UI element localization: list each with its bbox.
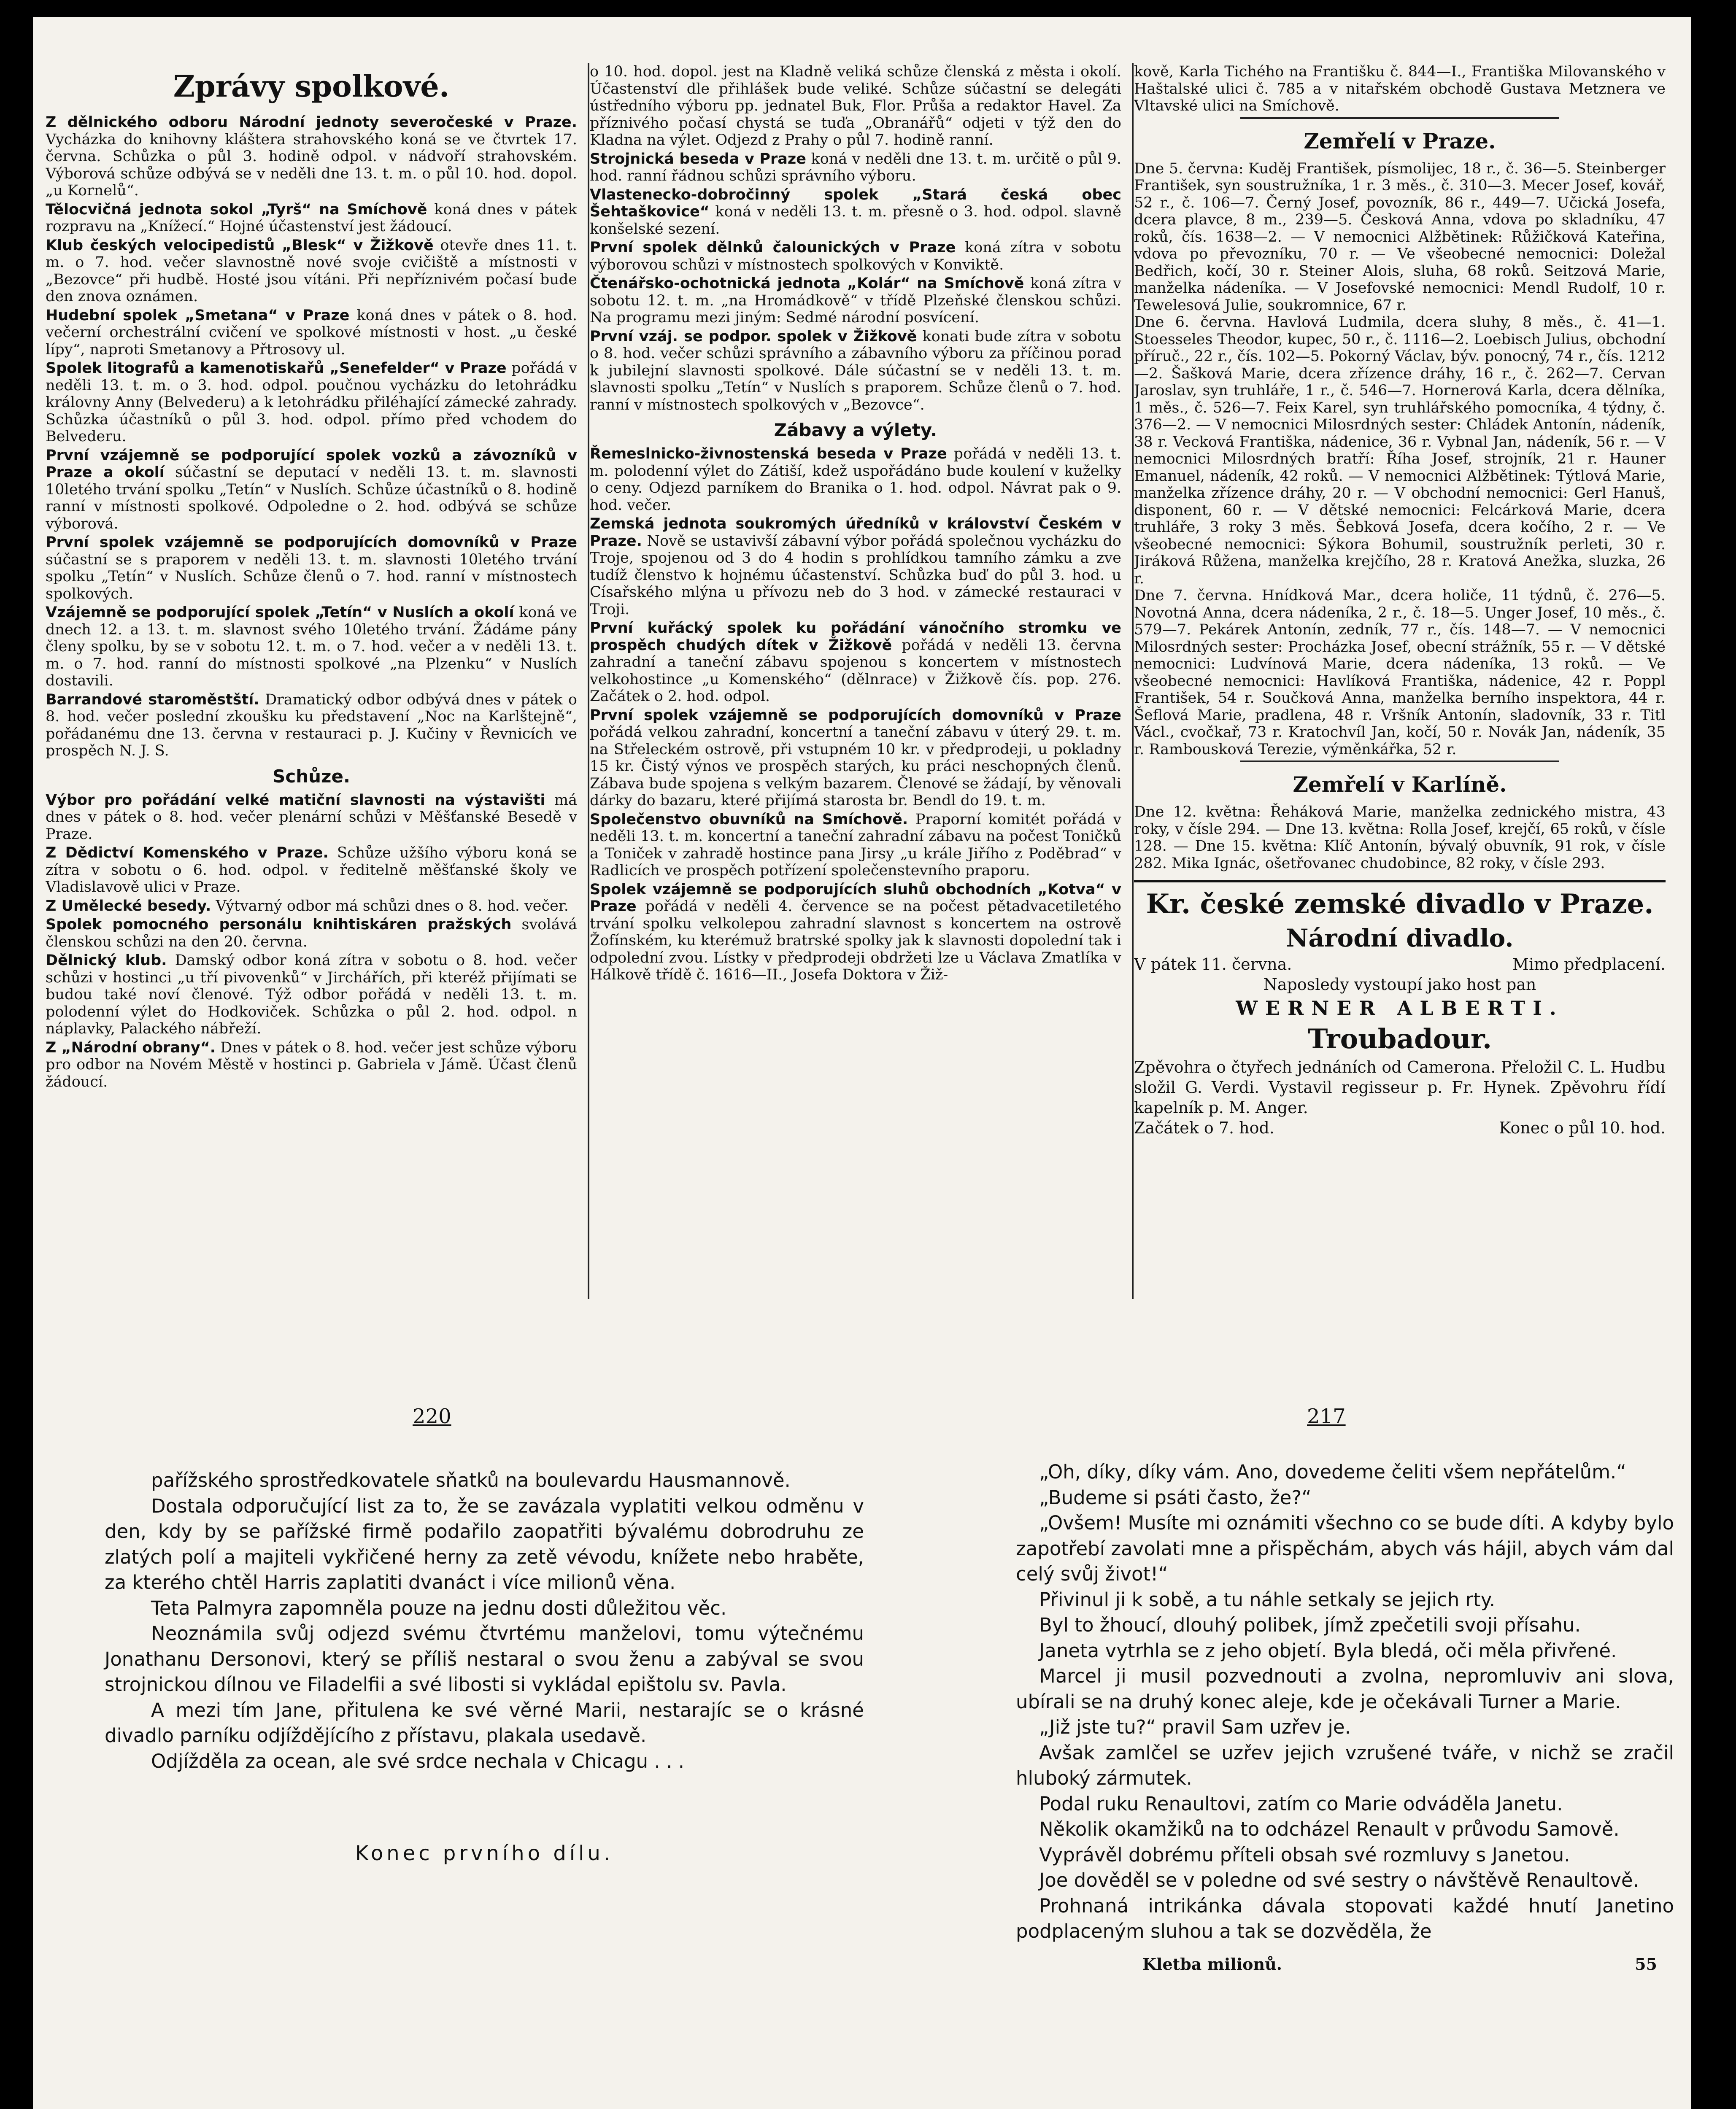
obituary-day: Dne 6. června. Havlová Ludmila, dcera sluhy, 8 měs., č. 41—1. Stoesseles Theodor, kupec, 50 r., č. 1116—2. Loebisch Julius, obchodní příruč., 22 r., čís. 102—5. Pokorný Václav, býv. ponocný, 74 r., čís. 1212—2. Šašková Marie, dcera zřízence dráhy, 16 r., č. 262—7. Cervan Jaroslav, syn truhláře, 1 r., č. 546—7. Hornerová Karla, dcera dělníka, 1 měs., č. 526—7. Feix Karel, syn truhlářského pomocníka, 4 týdny, č. 376—2. — V nemocnici Milosrdných sester: Chládek Antonín, nádeník, 38 r. Vecková Františka, nádenice, 36 r. Vybnal Jan, nádeník, 56 r. — V nemocnici Milosrdných bratří: Říha Josef, strojník, 21 r. Hauner Emanuel, nádeník, 42 roků. — V nemocnici Alžbětinek: Týtlová Marie, manželka zřízence dráhy, 20 r. — V obchodní nemocnici: Gerl Hanuš, disponent, 60 r. — V dětské nemocnici: Felcárková Marie, dcera truhláře, 3 roky 3 měs. Šebková Josefa, dcera kočího, 2 r. — Ve všeobecné nemocnici: Sýkora Bohumil, soustružník perleti, 30 r. Jiráková Růžena, manželka krejčího, 28 r. Kratová Anežka, sluzka, 26 r. <box>1134 314 1666 587</box>
news-item <box>46 898 577 915</box>
book-text <box>105 1468 864 1774</box>
news-item <box>590 515 1121 618</box>
paragraph: Neoznámila svůj odjezd svému čtvrtému manželovi, tomu výtečnému Jonathanu Dersonovi, který se příliš nestaral o svou ženu a zabýval se svou strojnickou dílnou ve Filadelfii a své libosti si vykládal epištolu sv. Pavla. <box>105 1622 864 1696</box>
news-item-title: Zemská jednota soukromých úředníků v království Českém v Praze. <box>590 515 1121 550</box>
news-item-text: Vycházka do knihovny kláštera strahovského koná se ve čtvrtek 17. června. Schůzka o půl 3. hodině odpol. v nádvoří strahovském. Výborová schůze odbývá se v neděli dne 13. t. m. o půl 10. hod. dopol. „u Kornelů“. <box>46 131 577 199</box>
news-item <box>46 792 577 843</box>
paragraph: Byl to žhoucí, dlouhý polibek, jímž zpečetili svoji přísahu. <box>1039 1614 1581 1636</box>
column-divider <box>1132 63 1134 1299</box>
theatre-actor: WERNER ALBERTI. <box>1236 997 1564 1019</box>
section-heading-zemreli-praha: Zemřelí v Praze. <box>1304 128 1496 154</box>
news-item-text: pořádá v neděli 4. července se na počest pětadvacetiletého trvání spolku velkolepou zahradní slavnost s koncertem na ostrově Žofínském, ku kterémuž bratrské spolky jak k slavnosti dopolední tak i odpolední zvou. Lístky v předprodeji obdržeti lze u Václava Zmatlíka v Hálkově třídě č. 1616—II., Josefa Doktora v Žiž- <box>590 898 1121 983</box>
news-item <box>590 881 1121 984</box>
news-item-text: súčastní se s praporem v neděli 13. t. m. slavnosti 10letého trvání spolku „Tetín“ v Nuslích. Schůze členů o 7. hod. ranní v místnostech spolkových. <box>46 551 577 602</box>
news-item <box>46 534 577 602</box>
news-item-title: Vlastenecko-dobročinný spolek „Stará česká obec Šehtaškovice“ <box>590 186 1121 220</box>
news-item <box>46 1039 577 1091</box>
news-item-text: Nově se ustavivší zábavní výbor pořádá společnou vycházku do Troje, spojenou od 3 do 4 hodin s prohlídkou tamního zámku a zve tudíž členstvo k hojnému účastenství. Schůzka buď do půl 3. hod. u Císařského mlýna u přívozu neb do 3 hod. v zámecké restauraci v Troji. <box>590 532 1121 618</box>
news-item-text: koná v neděli 13. t. m. přesně o 3. hod. odpol. slavně konšelské sezení. <box>590 203 1121 237</box>
book-footer <box>1016 1955 1674 1974</box>
news-item-text: pořádá v neděli 13. t. m. o 3. hod. odpol. poučnou vycházku do letohrádku královny Anny (Belvederu) a k letohrádku přiléhající zámecké zahrady. Schůzka účastníků o půl 3. hod. odpol. přímo před vchodem do Belvederu. <box>46 360 577 445</box>
theatre-date-row <box>1134 954 1666 974</box>
page-number: 217 <box>1307 1405 1346 1428</box>
paragraph: Dostala odporučující list za to, že se zavázala vyplatiti velkou odměnu v den, kdy by se pařížské firmě podařilo zaopatřiti bývalému dobrodruhu ze zlatých polí a majiteli vykřičené herny za zetě vévodu, knížete nebo hraběte, za kterého chtěl Harris zaplatiti dvanáct i více milionů věna. <box>105 1494 864 1594</box>
page-number: 220 <box>413 1405 451 1428</box>
paragraph: Podal ruku Renaultovi, zatím co Marie odváděla Janetu. <box>1039 1792 1563 1815</box>
news-item <box>590 707 1121 809</box>
news-column-3 <box>1134 63 1666 1299</box>
news-items-list <box>590 445 1121 984</box>
section-heading-zemreli-karlin: Zemřelí v Karlíně. <box>1293 772 1507 797</box>
news-item-text: svolává členskou schůzi na den 20. června. <box>46 916 577 950</box>
paragraph: pařížského sprostředkovatele sňatků na boulevardu Hausmannově. <box>151 1469 791 1491</box>
news-item-continuation: kově, Karla Tichého na Františku č. 844—I., Františka Milovanského v Haštalské ulici č. 785 a v nitařském obchodě Gustava Metznera ve Vltavské ulici na Smíchově. <box>1134 63 1666 114</box>
obituary-karlin: Dne 12. května: Řeháková Marie, manželka zednického mistra, 43 roky, v čísle 294. — Dne 13. května: Rolla Josef, krejčí, 65 roků, v čísle 128. — Dne 15. května: Klíč Antonín, bývalý obuvník, 91 rok, v čísle 282. Mika Ignác, ošetřovanec chudobince, 82 roky, v čísle 293. <box>1134 804 1666 872</box>
theatre-start: Začátek o 7. hod. <box>1134 1119 1274 1137</box>
news-item-title: Barrandové staroměstští. <box>46 691 259 708</box>
news-item-text: Damský odbor koná zítra v sobotu o 8. hod. večer schůzi v hostinci „u tří pivovenků“ v Jirchářích, při kteréž přijímati se budou také noví členové. Týž odbor pořádá v neděli 13. t. m. polodenní výlet do Hodkoviček. Schůzka o půl 2. hod. odpol. n náplavky, Palackého nábřeží. <box>46 952 577 1037</box>
theatre-date: V pátek 11. června. <box>1134 955 1292 974</box>
news-item-title: Spolek pomocného personálu knihtiskáren pražských <box>46 916 512 933</box>
news-item-text: otevře dnes 11. t. m. o 7. hod. večer slavnostně nové svoje cvičiště a místnosti v „Bezovce“ při hudbě. Hosté jsou vítáni. Při nepříznivém počasí bude den znova oznámen. <box>46 237 577 305</box>
news-item-text: koná zítra v sobotu 12. t. m. „na Hromádkově“ v třídě Plzeňské členskou schůzi. Na programu mezi jiným: Sedmé národní posvícení. <box>590 275 1121 326</box>
news-item-text: pořádá v neděli 13. t. m. polodenní výlet do Zátiší, kdež uspořádáno bude koulení v kuželky o ceny. Odjezd parníkem do Branika o 1. hod. odpol. Návrat pak o 9. hod. večer. <box>590 445 1121 514</box>
obituary-day: Dne 7. června. Hnídková Mar., dcera holiče, 11 týdnů, č. 276—5. Novotná Anna, dcera nádeníka, 2 r., č. 18—5. Unger Josef, 10 měs., č. 579—7. Pekárek Antonín, zedník, 77 r., čís. 148—7. — V nemocnici Milosrdných sester: Procházka Josef, obecní strážník, 55 r. — V dětské nemocnici: Ludvínová Marie, dcera nádeníka, 13 roků. — Ve všeobecné nemocnici: Havlíková Františka, nádenice, 42 r. Poppl František, 54 r. Součková Anna, manželka berního inspektora, 44 r. Šeflová Marie, pradlena, 48 r. Vršník Antonín, sladovník, 33 r. Titl Václ., cvočkař, 73 r. Kratochvíl Jan, kočí, 50 r. Novák Jan, nádeník, 35 r. Rambousková Terezie, výměnkářka, 52 r. <box>1134 587 1666 758</box>
news-item-text: o 10. hod. dopol. jest na Kladně veliká schůze členská z města i okolí. Účastenství dle přihlášek bude veliké. Schůze súčastní se delegáti ústředního výboru pp. jednatel Buk, Flor. Průša a redaktor Havel. Za příznivého počasí chystá se tuďa „Obranářů“ odjeti v týž den do Kladna na výlet. Odjezd z Prahy o půl 7. hodině ranní. <box>590 63 1121 148</box>
news-item-text: Výtvarný odbor má schůzi dnes o 8. hod. večer. <box>216 897 569 914</box>
news-item <box>590 63 1121 149</box>
news-item-text: Dnes v pátek o 8. hod. večer jest schůze výboru pro odbor na Novém Městě v hostinci p. Gabriela v Jámě. Účast členů žádoucí. <box>46 1039 577 1090</box>
news-item-title: Výbor pro pořádání velké matiční slavnosti na výstavišti <box>46 791 545 809</box>
newspaper-clipping <box>46 63 1666 1299</box>
news-item-text: konati bude zítra v sobotu o 8. hod. večer schůzi správního a zábavního výboru za příčinou porad k jubilejní slavnosti spolkové. Dále súčastní se v neděli 13. t. m. slavnosti spolku „Tetín“ v Nuslích s praporem. Schůze členů o 7. hod. ranní v místnostech spolkových v „Bezovce“. <box>590 328 1121 413</box>
obituary-day: Dne 5. června: Kuděj František, písmolijec, 18 r., č. 36—5. Steinberger František, syn soustružníka, 1 r. 3 měs., č. 310—3. Mecer Josef, kovář, 52 r., č. 106—7. Černý Josef, povozník, 86 r., 449—7. Učická Josefa, dcera plavce, 8 m., 239—5. Česková Anna, vdova po skladníku, 47 roků, čís. 1638—2. — V nemocnici Alžbětinek: Růžičková Kateřina, vdova po převozníku, 70 r. — Ve všeobecné nemocnici: Doležal Bedřich, kočí, 30 r. Steiner Alois, sluha, 68 roků. Seitzová Marie, manželka nádeníka. — V Josefovské nemocnici: Mendl Rudolf, 10 r. Tewelesová Julie, soukromnice, 67 r. <box>1134 160 1666 314</box>
news-item <box>590 620 1121 705</box>
paragraph: Přivinul ji k sobě, a tu náhle setkaly se jejich rty. <box>1039 1588 1496 1611</box>
news-item-text: Schůze užšího výboru koná se zítra v sobotu o 6. hod. odpol. v ředitelně měšťanské školy ve Vladislavově ulici v Praze. <box>46 844 577 895</box>
section-heading-schuze: Schůze. <box>273 766 350 787</box>
news-item-title: Z Dědictví Komenského v Praze. <box>46 844 329 861</box>
news-item-text: súčastní se deputací v neděli 13. t. m. slavnosti 10letého trvání spolku „Tetín“ v Nuslích. Schůze účastníků o 8. hodině ranní v místnosti spolkové. Odpoledne o 2. hod. odbývá se schůze výborová. <box>46 464 577 532</box>
news-column-2 <box>590 63 1121 1299</box>
news-item-title: První vzáj. se podpor. spolek v Žižkově <box>590 328 917 345</box>
news-item-title: Společenstvo obuvníků na Smíchově. <box>590 811 908 828</box>
news-item-title: Spolek vzájemně se podporujících sluhů obchodních „Kotva“ v Praze <box>590 881 1121 915</box>
news-item <box>46 360 577 445</box>
news-item <box>46 307 577 359</box>
news-item-text: koná dnes v pátek rozpravu na „Knížecí.“ Hojné účastenství jest žádoucí. <box>46 201 577 235</box>
news-item-text: koná dnes v pátek o 8. hod. večerní orchestrální cvičení ve spolkové místnosti v host. „u české lípy“, naproti Smetanovy a Přtrosovy ul. <box>46 307 577 358</box>
paragraph: Joe dověděl se v poledne od své sestry o návštěvě Renaultově. <box>1039 1869 1639 1891</box>
news-items-list <box>46 792 577 1091</box>
news-item-text: koná v neděli dne 13. t. m. určitě o půl 9. hod. ranní řádnou schůzi správního výboru. <box>590 150 1121 184</box>
news-item-text: koná ve dnech 12. a 13. t. m. slavnost svého 10letého trvání. Žádáme pány členy spolku, by se v sobotu 12. t. m. o 7. hod. večer a v neděli 13. t. m. o 7. hod. ranní do místnosti spolkové „na Plzenku“ v Nuslích dostavili. <box>46 604 577 689</box>
theatre-times <box>1134 1118 1666 1138</box>
paragraph: A mezi tím Jane, přitulena ke své věrné Marii, nestarajíc se o krásné divadlo parníku odjíždějícího z přístavu, plakala usedavě. <box>105 1699 864 1747</box>
paragraph: Vyprávěl dobrému příteli obsah své rozmluvy s Janetou. <box>1039 1843 1570 1866</box>
news-item <box>46 916 577 950</box>
paragraph: „Ovšem! Musíte mi oznámiti všechno co se bude díti. A kdyby bylo zapotřebí zavolati mne a přispěchám, abych vás hájil, abych vám dal celý svůj život!“ <box>1016 1512 1674 1585</box>
news-item-title: Čtenářsko-ochotnická jednota „Kolár“ na Smíchově <box>590 275 1024 292</box>
divider <box>1240 761 1559 762</box>
news-item <box>46 201 577 235</box>
news-item-title: Klub českých velocipedistů „Blesk“ v Žižkově <box>46 237 434 254</box>
theatre-note: Mimo předplacení. <box>1512 955 1666 974</box>
paragraph: Prohnaná intrikánka dávala stopovati každé hnutí Janetino podplaceným sluhou a tak se dozvěděla, že <box>1016 1894 1674 1942</box>
paragraph: „Budeme si psáti často, že?“ <box>1039 1486 1312 1509</box>
signature-number: 55 <box>1635 1954 1657 1974</box>
news-item-title: První spolek dělnků čalounických v Praze <box>590 239 956 256</box>
news-item-text: má dnes v pátek o 8. hod. večer plenární schůzi v Měšťanské Besedě v Praze. <box>46 791 577 843</box>
news-item-title: Strojnická beseda v Praze <box>590 150 806 167</box>
news-item-title: Z Umělecké besedy. <box>46 897 211 914</box>
news-item <box>46 691 577 760</box>
theatre-description: Zpěvohra o čtyřech jednáních od Camerona. Přeložil C. L. Hudbu složil G. Verdi. Vystavil regisseur p. Fr. Hynek. Zpěvohru řídí kapelník p. M. Anger. <box>1134 1058 1666 1117</box>
news-item <box>590 275 1121 326</box>
news-item-text: pořádá velkou zahradní, koncertní a taneční zábavu v úterý 29. t. m. na Střeleckém ostrově, při vstupném 10 kr. v předprodeji, u pokladny 15 kr. Čistý výnos ve prospěch starých, ku práci neschopných členů. Zábava bude spojena s velkým bazarem. Členové se žádají, by věnovali dárky do bazaru, které přijímá starosta br. Bendl do 19. t. m. <box>590 724 1121 809</box>
news-item <box>46 447 577 533</box>
news-item-text: Praporní komitét pořádá v neděli 13. t. m. koncertní a taneční zahradní zábavu na počest Toničků a Toniček v zahradě hostince pana Jirsy „u krále Jiřího z Poděbrad“ v Radlicích ve prospěch potřízení společenstevního praporu. <box>590 811 1121 879</box>
news-item <box>46 114 577 200</box>
theatre-subtitle: Národní divadlo. <box>1286 924 1514 952</box>
theatre-announcement <box>1134 880 1666 1138</box>
news-item <box>46 844 577 896</box>
news-item-title: Z „Národní obrany“. <box>46 1039 216 1056</box>
news-item-title: Tělocvičná jednota sokol „Tyrš“ na Smíchově <box>46 201 427 218</box>
news-item-title: První spolek vzájemně se podporujících domovníků v Praze <box>46 534 577 551</box>
news-item <box>590 445 1121 514</box>
news-items-list <box>590 63 1121 413</box>
theatre-title: Kr. české zemské divadlo v Praze. <box>1134 880 1666 922</box>
news-item-title: Z dělnického odboru Národní jednoty severočeské v Praze. <box>46 114 577 131</box>
news-item-text: Dramatický odbor odbývá dnes v pátek o 8. hod. večer poslední zkoušku ku představení „Noc na Karlštejně“, pořádanému dne 13. června v restauraci p. J. Kučiny v Řevnicích ve prospěch N. J. S. <box>46 691 577 759</box>
news-item-title: První kuřácký spolek ku pořádání vánočního stromku ve prospěch chudých dítek v Žižkově <box>590 620 1121 654</box>
news-item <box>590 328 1121 414</box>
news-items-list <box>46 114 577 760</box>
news-column-1 <box>46 63 577 1299</box>
paragraph: Odjížděla za ocean, ale své srdce nechala v Chicagu . . . <box>151 1750 685 1772</box>
book-title-footer: Kletba milionů. <box>1142 1954 1282 1974</box>
paragraph: „Oh, díky, díky vám. Ano, dovedeme čeliti všem nepřátelům.“ <box>1039 1461 1626 1483</box>
divider <box>1240 117 1559 119</box>
news-item-text: koná zítra v sobotu výborovou schůzi v místnostech spolkových v Konviktě. <box>590 239 1121 273</box>
news-item <box>46 237 577 305</box>
news-item-title: Hudební spolek „Smetana“ v Praze <box>46 307 350 324</box>
book-page-right <box>1016 1405 1674 2109</box>
news-item-title: První spolek vzájemně se podporujících domovníků v Praze <box>590 707 1121 724</box>
section-heading-zpravy-spolkove: Zprávy spolkové. <box>173 69 450 104</box>
news-item-title: Řemeslnicko-živnostenská beseda v Praze <box>590 445 947 462</box>
book-page-left <box>105 1405 864 2109</box>
news-item <box>46 952 577 1038</box>
paragraph: „Již jste tu?“ pravil Sam uzřev je. <box>1039 1716 1351 1738</box>
paragraph: Teta Palmyra zapomněla pouze na jednu dosti důležitou věc. <box>151 1597 727 1619</box>
news-item <box>590 151 1121 185</box>
book-text <box>1016 1459 1674 1944</box>
theatre-end: Konec o půl 10. hod. <box>1499 1119 1666 1137</box>
book-ending: Konec prvního dílu. <box>355 1842 614 1865</box>
news-item-text: pořádá v neděli 13. června zahradní a taneční zábavu spojenou s koncertem v místnostech velkohostince „u Komenského“ (dělnrace) v Žižkově čís. pop. 276. Začátek o 2. hod. odpol. <box>590 636 1121 705</box>
paragraph: Několik okamžiků na to odcházel Renault v průvodu Samově. <box>1039 1818 1620 1840</box>
theatre-play: Troubadour. <box>1307 1023 1492 1055</box>
news-item-title: Dělnický klub. <box>46 952 167 969</box>
obituary-list <box>1134 160 1666 758</box>
paragraph: Avšak zamlčel se uzřev jejich vzrušené tváře, v nichž se zračil hluboký zármutek. <box>1016 1741 1674 1789</box>
news-item <box>590 811 1121 879</box>
news-item <box>590 186 1121 238</box>
news-item <box>46 604 577 690</box>
paragraph: Janeta vytrhla se z jeho objetí. Byla bledá, oči měla přivřené. <box>1039 1639 1617 1662</box>
paragraph: Marcel ji musil pozvednouti a zvolna, nepromluviv ani slova, ubírali se na druhý konec aleje, kde je očekávali Turner a Marie. <box>1016 1665 1674 1713</box>
news-item-title: Vzájemně se podporující spolek „Tetín“ v Nuslích a okolí <box>46 604 514 621</box>
news-item <box>590 239 1121 273</box>
news-item-title: Spolek litografů a kamenotiskařů „Senefelder“ v Praze <box>46 360 507 377</box>
column-divider <box>588 63 589 1299</box>
news-item-title: První vzájemně se podporující spolek vozků a závozníků v Praze a okolí <box>46 447 577 481</box>
scanned-page <box>33 17 1691 2109</box>
theatre-guest-line: Naposledy vystoupí jako host pan <box>1263 975 1536 994</box>
section-heading-zabavy: Zábavy a výlety. <box>774 420 937 440</box>
